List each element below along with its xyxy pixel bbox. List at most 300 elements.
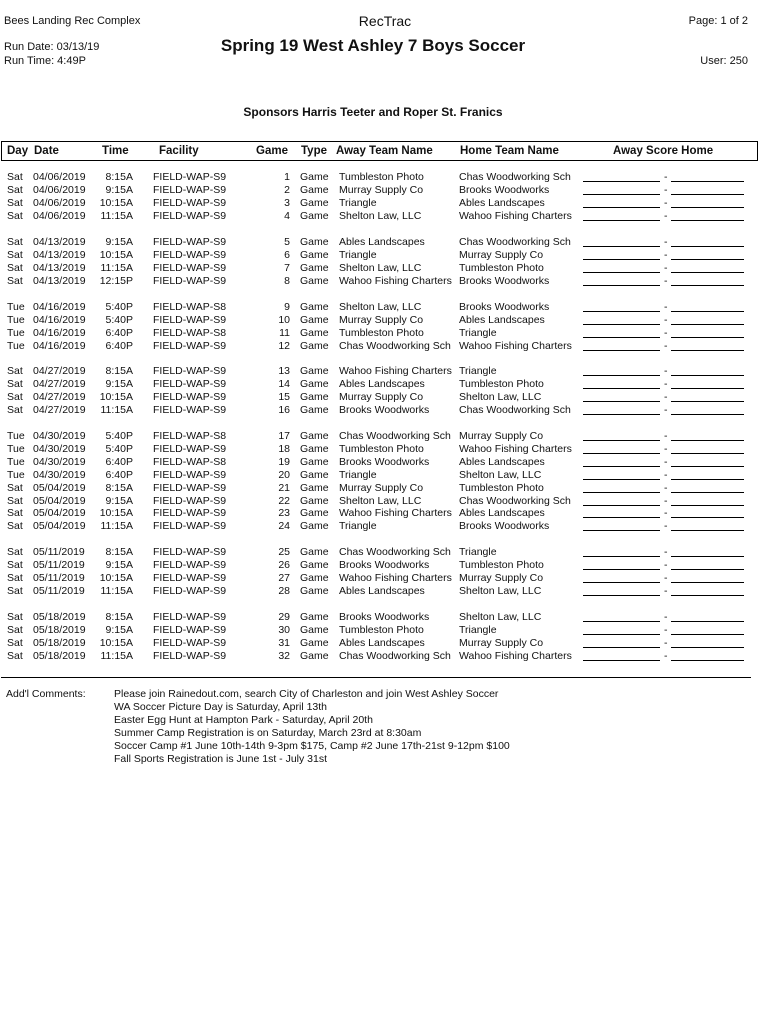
- home-score-line: [671, 479, 744, 480]
- cell-away-team: Wahoo Fishing Charters: [339, 365, 452, 377]
- cell-time: 8:15A: [105, 546, 133, 558]
- cell-time: 10:15A: [99, 196, 133, 209]
- cell-type: Game: [300, 507, 329, 520]
- comment-line: Fall Sports Registration is June 1st - July 31st: [114, 753, 328, 765]
- score-separator: -: [664, 430, 668, 442]
- cell-date: 05/11/2019: [33, 558, 85, 571]
- comment-line: Easter Egg Hunt at Hampton Park - Saturday, April 20th: [114, 714, 373, 726]
- cell-home-team: Shelton Law, LLC: [459, 390, 542, 403]
- cell-away-team: Triangle: [339, 196, 377, 209]
- cell-type: Game: [300, 455, 329, 468]
- score-separator: -: [664, 365, 668, 377]
- cell-facility: FIELD-WAP-S9: [153, 339, 227, 352]
- away-score-line: [583, 621, 660, 622]
- cell-type: Game: [300, 494, 329, 507]
- home-score-line: [671, 505, 744, 506]
- cell-away-team: Tumbleston Photo: [339, 623, 424, 636]
- score-separator: -: [664, 196, 668, 209]
- cell-game: 28: [278, 584, 290, 597]
- cell-date: 04/16/2019: [33, 301, 86, 313]
- cell-home-team: Murray Supply Co: [459, 636, 544, 649]
- cell-home-team: Murray Supply Co: [459, 430, 544, 442]
- cell-game: 7: [284, 261, 290, 274]
- cell-home-team: Brooks Woodworks: [459, 183, 550, 196]
- cell-game: 13: [278, 365, 290, 377]
- score-separator: -: [664, 468, 668, 481]
- away-score-line: [583, 181, 660, 182]
- cell-day: Sat: [7, 236, 23, 248]
- home-score-line: [671, 375, 744, 376]
- cell-type: Game: [300, 274, 329, 287]
- cell-date: 04/30/2019: [33, 442, 86, 455]
- cell-type: Game: [300, 571, 329, 584]
- cell-type: Game: [300, 171, 329, 183]
- cell-type: Game: [300, 611, 329, 623]
- away-score-line: [583, 324, 660, 325]
- home-score-line: [671, 647, 744, 648]
- cell-game: 6: [284, 248, 290, 261]
- cell-day: Sat: [7, 274, 23, 287]
- score-separator: -: [664, 236, 668, 248]
- score-separator: -: [664, 584, 668, 597]
- cell-home-team: Brooks Woodworks: [459, 520, 550, 533]
- cell-home-team: Brooks Woodworks: [459, 274, 550, 287]
- cell-time: 10:15A: [99, 507, 133, 520]
- cell-date: 04/16/2019: [33, 326, 86, 339]
- cell-home-team: Wahoo Fishing Charters: [459, 649, 572, 662]
- cell-facility: FIELD-WAP-S9: [153, 261, 227, 274]
- cell-type: Game: [300, 377, 329, 390]
- cell-facility: FIELD-WAP-S9: [153, 623, 227, 636]
- cell-facility: FIELD-WAP-S9: [153, 507, 227, 520]
- cell-day: Tue: [7, 455, 25, 468]
- cell-home-team: Chas Woodworking Sch: [459, 171, 571, 183]
- cell-facility: FIELD-WAP-S9: [153, 313, 227, 326]
- score-separator: -: [664, 636, 668, 649]
- sponsors-line: Sponsors Harris Teeter and Roper St. Franics: [243, 105, 503, 119]
- cell-type: Game: [300, 403, 329, 416]
- score-separator: -: [664, 571, 668, 584]
- cell-date: 04/27/2019: [33, 377, 86, 390]
- cell-away-team: Ables Landscapes: [339, 636, 425, 649]
- cell-away-team: Triangle: [339, 248, 377, 261]
- cell-facility: FIELD-WAP-S8: [153, 326, 227, 339]
- cell-facility: FIELD-WAP-S9: [153, 636, 227, 649]
- cell-day: Sat: [7, 611, 23, 623]
- cell-time: 8:15A: [105, 611, 133, 623]
- cell-game: 5: [284, 236, 290, 248]
- score-separator: -: [664, 326, 668, 339]
- cell-type: Game: [300, 301, 329, 313]
- score-separator: -: [664, 649, 668, 662]
- cell-type: Game: [300, 468, 329, 481]
- cell-date: 04/13/2019: [33, 236, 86, 248]
- comment-line: Soccer Camp #1 June 10th-14th 9-3pm $175, Camp #2 June 17th-21st 9-12pm $100: [114, 740, 510, 752]
- away-score-line: [583, 194, 660, 195]
- away-score-line: [583, 505, 660, 506]
- cell-game: 24: [278, 520, 290, 533]
- cell-date: 04/06/2019: [33, 183, 86, 196]
- cell-date: 05/18/2019: [33, 649, 86, 662]
- cell-type: Game: [300, 313, 329, 326]
- away-score-line: [583, 259, 660, 260]
- cell-away-team: Brooks Woodworks: [339, 611, 430, 623]
- home-score-line: [671, 453, 744, 454]
- away-score-line: [583, 246, 660, 247]
- cell-game: 21: [278, 481, 290, 494]
- cell-facility: FIELD-WAP-S9: [153, 468, 227, 481]
- home-score-line: [671, 530, 744, 531]
- cell-game: 10: [278, 313, 290, 326]
- cell-date: 05/18/2019: [33, 623, 86, 636]
- cell-day: Sat: [7, 546, 23, 558]
- cell-away-team: Brooks Woodworks: [339, 403, 430, 416]
- away-score-line: [583, 414, 660, 415]
- comments-label: Add'l Comments:: [6, 688, 86, 700]
- cell-time: 9:15A: [105, 623, 133, 636]
- cell-away-team: Wahoo Fishing Charters: [339, 274, 452, 287]
- cell-game: 4: [284, 209, 290, 222]
- cell-time: 11:15A: [100, 403, 133, 416]
- cell-facility: FIELD-WAP-S9: [153, 209, 227, 222]
- away-score-line: [583, 647, 660, 648]
- cell-day: Tue: [7, 468, 25, 481]
- system-name: RecTrac: [358, 13, 412, 29]
- cell-home-team: Tumbleston Photo: [459, 481, 544, 494]
- cell-type: Game: [300, 196, 329, 209]
- cell-date: 04/13/2019: [33, 261, 86, 274]
- cell-facility: FIELD-WAP-S9: [153, 442, 227, 455]
- home-score-line: [671, 388, 744, 389]
- cell-home-team: Tumbleston Photo: [459, 377, 544, 390]
- cell-day: Sat: [7, 196, 23, 209]
- cell-away-team: Shelton Law, LLC: [339, 261, 422, 274]
- score-separator: -: [664, 481, 668, 494]
- away-score-line: [583, 350, 660, 351]
- score-separator: -: [664, 183, 668, 196]
- cell-away-team: Brooks Woodworks: [339, 455, 430, 468]
- cell-home-team: Triangle: [459, 546, 497, 558]
- cell-facility: FIELD-WAP-S9: [153, 520, 227, 533]
- cell-time: 6:40P: [105, 455, 133, 468]
- cell-date: 04/06/2019: [33, 171, 86, 183]
- organization-name: Bees Landing Rec Complex: [4, 15, 141, 27]
- cell-day: Sat: [7, 209, 23, 222]
- cell-away-team: Ables Landscapes: [339, 377, 425, 390]
- cell-day: Sat: [7, 377, 23, 390]
- cell-away-team: Tumbleston Photo: [339, 171, 424, 183]
- cell-away-team: Wahoo Fishing Charters: [339, 507, 452, 520]
- cell-game: 16: [278, 403, 290, 416]
- cell-date: 04/27/2019: [33, 403, 86, 416]
- col-date: Date: [34, 145, 59, 157]
- cell-away-team: Triangle: [339, 520, 377, 533]
- home-score-line: [671, 440, 744, 441]
- home-score-line: [671, 466, 744, 467]
- home-score-line: [671, 660, 744, 661]
- away-score-line: [583, 466, 660, 467]
- away-score-line: [583, 660, 660, 661]
- score-separator: -: [664, 209, 668, 222]
- cell-day: Sat: [7, 248, 23, 261]
- cell-facility: FIELD-WAP-S9: [153, 196, 227, 209]
- cell-away-team: Shelton Law, LLC: [339, 494, 422, 507]
- cell-game: 31: [278, 636, 290, 649]
- cell-away-team: Tumbleston Photo: [339, 442, 424, 455]
- cell-time: 11:15A: [100, 520, 133, 533]
- cell-facility: FIELD-WAP-S9: [153, 558, 227, 571]
- cell-facility: FIELD-WAP-S9: [153, 171, 227, 183]
- cell-day: Tue: [7, 313, 25, 326]
- user-id: User: 250: [700, 55, 748, 67]
- cell-time: 11:15A: [100, 209, 133, 222]
- away-score-line: [583, 388, 660, 389]
- cell-away-team: Chas Woodworking Sch: [339, 546, 451, 558]
- cell-away-team: Murray Supply Co: [339, 390, 424, 403]
- home-score-line: [671, 595, 744, 596]
- cell-time: 11:15A: [100, 649, 133, 662]
- cell-day: Tue: [7, 442, 25, 455]
- cell-type: Game: [300, 649, 329, 662]
- cell-day: Sat: [7, 261, 23, 274]
- cell-game: 15: [278, 390, 290, 403]
- cell-day: Sat: [7, 390, 23, 403]
- cell-game: 17: [278, 430, 290, 442]
- cell-facility: FIELD-WAP-S9: [153, 494, 227, 507]
- cell-date: 04/16/2019: [33, 339, 86, 352]
- home-score-line: [671, 634, 744, 635]
- cell-time: 9:15A: [105, 558, 133, 571]
- comment-line: WA Soccer Picture Day is Saturday, April 13th: [114, 701, 328, 713]
- cell-time: 8:15A: [105, 481, 133, 494]
- cell-time: 5:40P: [105, 301, 133, 313]
- divider: [1, 677, 751, 678]
- cell-type: Game: [300, 636, 329, 649]
- away-score-line: [583, 556, 660, 557]
- away-score-line: [583, 569, 660, 570]
- away-score-line: [583, 634, 660, 635]
- cell-home-team: Wahoo Fishing Charters: [459, 442, 572, 455]
- cell-day: Sat: [7, 507, 23, 520]
- cell-facility: FIELD-WAP-S9: [153, 236, 227, 248]
- home-score-line: [671, 311, 744, 312]
- cell-home-team: Shelton Law, LLC: [459, 468, 542, 481]
- cell-date: 05/04/2019: [33, 507, 86, 520]
- cell-date: 05/11/2019: [33, 584, 85, 597]
- cell-game: 23: [278, 507, 290, 520]
- cell-facility: FIELD-WAP-S9: [153, 403, 227, 416]
- cell-time: 6:40P: [105, 326, 133, 339]
- cell-home-team: Wahoo Fishing Charters: [459, 209, 572, 222]
- cell-type: Game: [300, 390, 329, 403]
- cell-away-team: Brooks Woodworks: [339, 558, 430, 571]
- home-score-line: [671, 621, 744, 622]
- away-score-line: [583, 375, 660, 376]
- cell-away-team: Murray Supply Co: [339, 481, 424, 494]
- cell-date: 04/13/2019: [33, 248, 86, 261]
- col-home-team: Home Team Name: [460, 145, 559, 157]
- cell-away-team: Shelton Law, LLC: [339, 301, 422, 313]
- cell-type: Game: [300, 558, 329, 571]
- cell-home-team: Shelton Law, LLC: [459, 584, 542, 597]
- cell-date: 05/04/2019: [33, 520, 86, 533]
- cell-home-team: Wahoo Fishing Charters: [459, 339, 572, 352]
- cell-date: 05/11/2019: [33, 546, 85, 558]
- comment-line: Please join Rainedout.com, search City of Charleston and join West Ashley Soccer: [114, 688, 499, 700]
- cell-type: Game: [300, 209, 329, 222]
- cell-day: Sat: [7, 365, 23, 377]
- cell-away-team: Murray Supply Co: [339, 313, 424, 326]
- home-score-line: [671, 582, 744, 583]
- cell-day: Tue: [7, 339, 25, 352]
- cell-facility: FIELD-WAP-S8: [153, 430, 227, 442]
- score-separator: -: [664, 403, 668, 416]
- cell-game: 20: [278, 468, 290, 481]
- score-separator: -: [664, 339, 668, 352]
- cell-game: 9: [284, 301, 290, 313]
- cell-type: Game: [300, 183, 329, 196]
- cell-date: 05/11/2019: [33, 571, 85, 584]
- cell-facility: FIELD-WAP-S9: [153, 571, 227, 584]
- away-score-line: [583, 207, 660, 208]
- cell-time: 9:15A: [105, 236, 133, 248]
- page-number: Page: 1 of 2: [688, 15, 748, 27]
- col-away-team: Away Team Name: [336, 145, 433, 157]
- cell-game: 1: [284, 171, 290, 183]
- cell-time: 9:15A: [105, 183, 133, 196]
- score-separator: -: [664, 274, 668, 287]
- cell-date: 04/06/2019: [33, 209, 86, 222]
- score-separator: -: [664, 507, 668, 520]
- cell-home-team: Brooks Woodworks: [459, 301, 550, 313]
- score-separator: -: [664, 248, 668, 261]
- score-separator: -: [664, 520, 668, 533]
- run-date: Run Date: 03/13/19: [4, 41, 100, 53]
- cell-day: Sat: [7, 584, 23, 597]
- cell-facility: FIELD-WAP-S9: [153, 365, 227, 377]
- cell-type: Game: [300, 481, 329, 494]
- cell-facility: FIELD-WAP-S9: [153, 183, 227, 196]
- cell-game: 14: [278, 377, 290, 390]
- cell-away-team: Triangle: [339, 468, 377, 481]
- cell-facility: FIELD-WAP-S9: [153, 390, 227, 403]
- col-day: Day: [7, 145, 29, 157]
- cell-type: Game: [300, 546, 329, 558]
- cell-type: Game: [300, 584, 329, 597]
- cell-game: 18: [278, 442, 290, 455]
- cell-game: 2: [284, 183, 290, 196]
- cell-time: 5:40P: [105, 442, 133, 455]
- cell-day: Sat: [7, 403, 23, 416]
- cell-game: 3: [284, 196, 290, 209]
- cell-game: 26: [278, 558, 290, 571]
- cell-date: 04/13/2019: [33, 274, 86, 287]
- cell-type: Game: [300, 442, 329, 455]
- cell-time: 10:15A: [99, 248, 133, 261]
- away-score-line: [583, 479, 660, 480]
- cell-time: 11:15A: [100, 261, 133, 274]
- away-score-line: [583, 440, 660, 441]
- score-separator: -: [664, 301, 668, 313]
- col-time: Time: [102, 145, 129, 157]
- col-score: Away Score Home: [613, 145, 714, 157]
- cell-home-team: Murray Supply Co: [459, 248, 544, 261]
- cell-day: Sat: [7, 171, 23, 183]
- score-separator: -: [664, 558, 668, 571]
- cell-time: 10:15A: [99, 636, 133, 649]
- cell-facility: FIELD-WAP-S8: [153, 455, 227, 468]
- score-separator: -: [664, 377, 668, 390]
- cell-type: Game: [300, 326, 329, 339]
- cell-time: 8:15A: [105, 365, 133, 377]
- home-score-line: [671, 324, 744, 325]
- cell-date: 04/30/2019: [33, 455, 86, 468]
- cell-home-team: Chas Woodworking Sch: [459, 403, 571, 416]
- cell-game: 8: [284, 274, 290, 287]
- away-score-line: [583, 285, 660, 286]
- cell-home-team: Triangle: [459, 365, 497, 377]
- home-score-line: [671, 492, 744, 493]
- cell-away-team: Chas Woodworking Sch: [339, 430, 451, 442]
- score-separator: -: [664, 171, 668, 183]
- cell-time: 11:15A: [100, 584, 133, 597]
- cell-game: 19: [278, 455, 290, 468]
- cell-type: Game: [300, 623, 329, 636]
- cell-date: 05/04/2019: [33, 494, 86, 507]
- cell-facility: FIELD-WAP-S9: [153, 584, 227, 597]
- home-score-line: [671, 569, 744, 570]
- cell-away-team: Chas Woodworking Sch: [339, 649, 451, 662]
- cell-home-team: Tumbleston Photo: [459, 261, 544, 274]
- cell-home-team: Ables Landscapes: [459, 313, 545, 326]
- home-score-line: [671, 285, 744, 286]
- cell-date: 04/30/2019: [33, 430, 86, 442]
- report-title: Spring 19 West Ashley 7 Boys Soccer: [220, 36, 526, 55]
- cell-day: Sat: [7, 636, 23, 649]
- cell-facility: FIELD-WAP-S8: [153, 301, 227, 313]
- cell-day: Sat: [7, 520, 23, 533]
- away-score-line: [583, 492, 660, 493]
- cell-home-team: Chas Woodworking Sch: [459, 236, 571, 248]
- score-separator: -: [664, 261, 668, 274]
- col-game: Game: [256, 145, 288, 157]
- away-score-line: [583, 582, 660, 583]
- cell-day: Sat: [7, 183, 23, 196]
- cell-game: 27: [278, 571, 290, 584]
- home-score-line: [671, 194, 744, 195]
- score-separator: -: [664, 442, 668, 455]
- cell-home-team: Triangle: [459, 623, 497, 636]
- cell-time: 9:15A: [105, 494, 133, 507]
- cell-facility: FIELD-WAP-S9: [153, 611, 227, 623]
- home-score-line: [671, 220, 744, 221]
- cell-time: 8:15A: [105, 171, 133, 183]
- home-score-line: [671, 181, 744, 182]
- away-score-line: [583, 220, 660, 221]
- cell-facility: FIELD-WAP-S9: [153, 377, 227, 390]
- cell-day: Tue: [7, 326, 25, 339]
- cell-date: 05/18/2019: [33, 636, 86, 649]
- cell-type: Game: [300, 365, 329, 377]
- cell-away-team: Tumbleston Photo: [339, 326, 424, 339]
- cell-type: Game: [300, 261, 329, 274]
- cell-time: 10:15A: [99, 571, 133, 584]
- away-score-line: [583, 401, 660, 402]
- cell-game: 11: [279, 326, 290, 339]
- cell-type: Game: [300, 520, 329, 533]
- score-separator: -: [664, 623, 668, 636]
- cell-time: 10:15A: [99, 390, 133, 403]
